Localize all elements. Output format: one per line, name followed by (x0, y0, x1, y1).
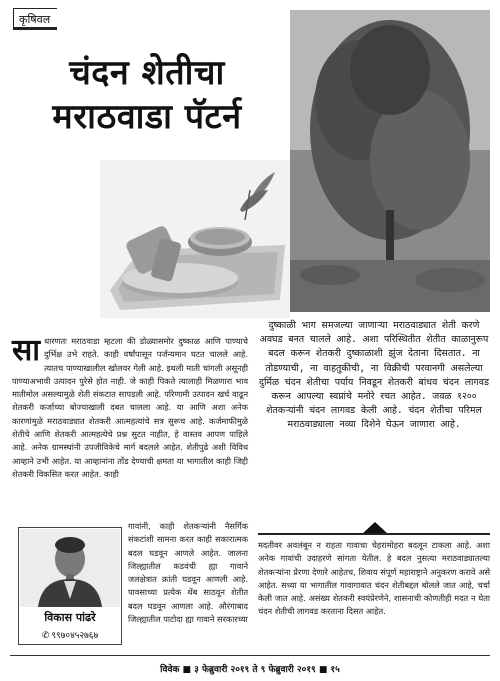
lead-paragraph (12, 335, 248, 481)
phone-icon: ✆ (41, 631, 50, 641)
footer-divider (10, 655, 490, 656)
divider (258, 533, 490, 535)
section-tag: कृषिवल (13, 8, 57, 28)
lead-continued: गावांनी, काही शेतकऱ्यांनी नैसर्गिक संकटांशी सामना करत काही सकारात्मक बदल घडवून आणले आहेत. जालना जिल्ह्यातील कडवंची ह्या गावाने जलक्षेत्रात क्रांती घडवून आणली आहे. पावसाच्या प्रत्येक थेंब साठवून शेतीत बदल घडवून आणला आहे. औरंगाबाद जिल्ह्यातील पाटोदा ह्या गावाने सरकारच्या (128, 521, 248, 625)
headline-line-1: चंदन शेतीचा (69, 53, 225, 93)
author-photo (20, 529, 120, 607)
page-footer: विवेक ■ ३ फेब्रुवारी २०१९ ते ९ फेब्रुवारी २०१९ ■ १५ (160, 665, 340, 675)
body-column-3: मदतीवर अवलंबून न राहता गावाचा चेहरामोहरा बदलून टाकला आहे. अशा अनेक गावांची उदाहरणे सांगता येतील. हे बदल नुसत्या मराठवाड्यातल्या शेतकऱ्यांना प्रेरणा देणारे आहेतच, शिवाय संपूर्ण महाराष्ट्राने अनुकरण करावे असे आहेत. सध्या या भागातील गावागावात चंदन शेतीबद्दल बोलले जात आहे, चर्चा केली जात आहे. असंख्य शेतकरी स्वयंप्रेरणेने, शासनाची कोणतीही मदत न घेता चंदन शेतीची लागवड करताना दिसत आहेत. (258, 540, 490, 617)
headline-line-2: मराठवाडा पॅटर्न (52, 97, 242, 137)
pull-quote: दुष्काळी भाग समजल्या जाणाऱ्या मराठवाड्यात शेती करणे अवघड बनत चालले आहे. अशा परिस्थितीत शेतीत काळानुरूप बदल करून शेतकरी दुष्काळाशी झुंज देताना दिसतात. ना तोडण्याची, ना वाहतुकीची, ना विक्रीची परवानगी असलेल्या दुर्मिळ चंदन शेतीचा पर्याय निवडून शेतकरी बांधव चंदन लागवड करून आपल्या स्वप्नांचे मनोरे रचत आहेत. जवळ १२०० शेतकऱ्यांनी चंदन लागवड केली आहे. चंदन शेतीचा परिमल मराठवाड्याला नव्या दिशेने घेऊन जाणारा आहे. (258, 320, 489, 431)
lead-text: धारणतः मराठवाडा म्हटला की डोळ्यासमोर दुष्काळ आणि पाण्याचे दुर्भिक्ष उभे राहते. काही वर्षांपासून पर्जन्यमान घटत चालले आहे. त्यातच पाण्याखालील खोलवर गेली आहे. इथली माती चांगली असूनही पाण्याअभावी उत्पादन पुरेसे होत नाही. जे काही पिकते त्यालाही मिळणारा भाव मातीमोल असल्यामुळे शेती संकटात सापडली आहे. परिणामी उत्पादन खर्च वाढून शेतकरी कर्जाच्या बोज्याखाली दबत चालला आहे. या आणि अशा अनेक कारणांमुळे मराठवाड्यात शेतकरी आत्महत्यांचे सत्र सुरूच आहे. कर्जमाफीमुळे शेतीचे आणि शेतकरी आत्महत्येचे प्रश्न सुटत नाहीत, हे वास्तव आपण पाहिले आहे. अनेक ग्रामस्थांनी उपजीविकेचे मार्ग बदलले आहेत. शेतीपुढे अशी विविध आव्हाने उभी आहेत. या आव्हानांना तोंड देण्याची क्षमता या भागातील काही जिद्दी शेतकरी विकसित करत आहेत. काही (12, 336, 248, 479)
sandalwood-tree-photo (290, 10, 490, 312)
section-tag-underline (13, 28, 57, 30)
dropcap: सा (12, 333, 41, 368)
author-name: विकास पांढरे (44, 611, 96, 624)
sandalwood-photo (100, 160, 290, 318)
author-phone (19, 628, 121, 641)
author-phone-number: ९९७०४५२७६७ (51, 631, 99, 641)
author-box (18, 527, 122, 645)
